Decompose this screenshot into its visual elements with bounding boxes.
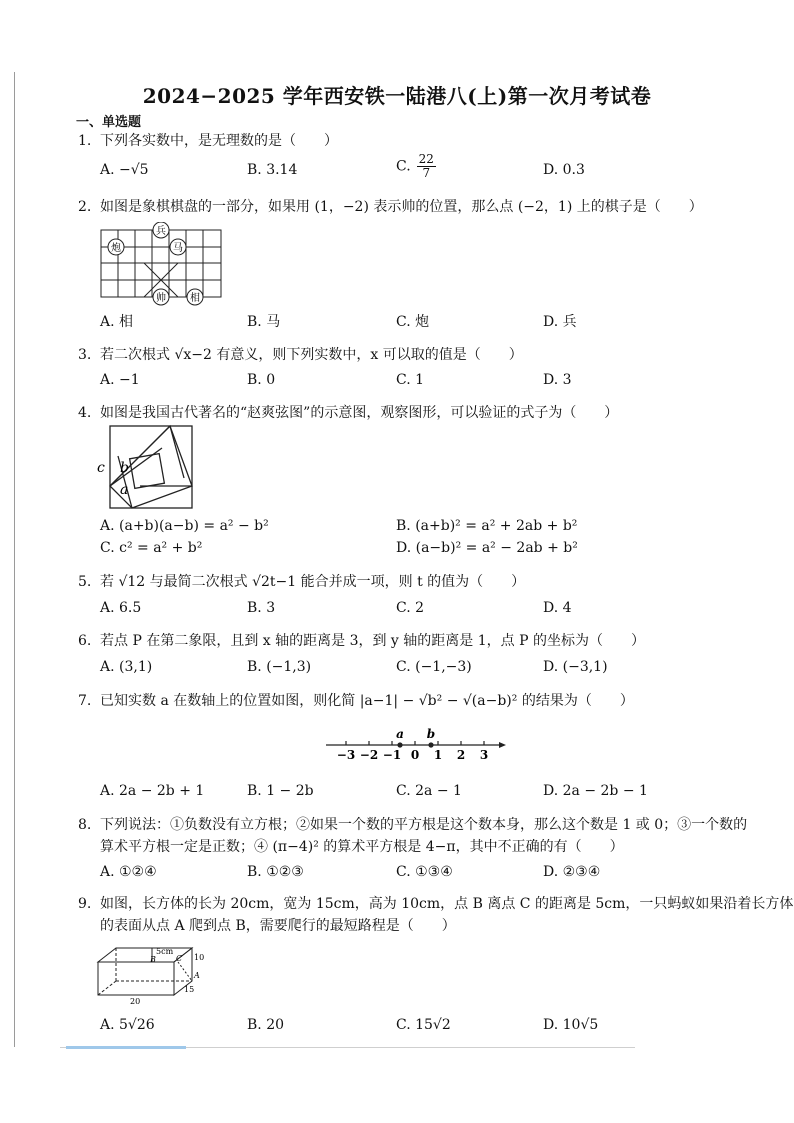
question-number: 1. (78, 133, 92, 149)
zhaoshuang-diagram (94, 424, 198, 510)
question-number: 2. (78, 199, 92, 215)
question-number: 3. (78, 347, 92, 363)
question-8-line2: 算术平方根一定是正数；④ (π−4)² 的算术平方根是 4−π，其中不正确的有（ ） (100, 839, 624, 855)
axis-tick-label: 2 (456, 748, 466, 762)
question-4 (78, 402, 618, 424)
question-number: 5. (78, 574, 92, 590)
question-text: 若 √12 与最简二次根式 √2t−1 能合并成一项，则 t 的值为（ ） (100, 574, 526, 590)
label-width: 15 (184, 985, 195, 994)
q2-option-c[interactable]: C. 炮 (396, 314, 430, 330)
q7-option-c[interactable]: C. 2a − 1 (396, 783, 462, 799)
q4-option-c[interactable]: C. c² = a² + b² (100, 540, 203, 556)
q5-option-d[interactable]: D. 4 (543, 600, 572, 616)
svg-text:炮: 炮 (111, 243, 121, 254)
question-text: 已知实数 a 在数轴上的位置如图，则化简 |a−1| − √b² − √(a−b)² 的结果为（ ） (100, 693, 634, 709)
question-number: 8. (78, 817, 92, 833)
question-number: 4. (78, 405, 92, 421)
question-5 (78, 571, 525, 593)
q2-option-b[interactable]: B. 马 (247, 314, 281, 330)
svg-text:兵: 兵 (156, 226, 166, 237)
piece-shuai (153, 289, 169, 305)
q6-option-b[interactable]: B. (−1,3) (247, 659, 312, 675)
q2-option-d[interactable]: D. 兵 (543, 314, 577, 330)
fraction-denominator: 7 (422, 166, 431, 180)
left-margin-rule (14, 72, 15, 1047)
svg-text:帅: 帅 (156, 293, 166, 304)
question-2 (78, 196, 703, 218)
q7-option-b[interactable]: B. 1 − 2b (247, 783, 314, 799)
q9-option-c[interactable]: C. 15√2 (396, 1017, 451, 1033)
q7-option-a[interactable]: A. 2a − 2b + 1 (100, 783, 205, 799)
point-a (397, 742, 402, 747)
label-A: A (194, 971, 200, 980)
q5-option-c[interactable]: C. 2 (396, 600, 425, 616)
label-5cm: 5cm (156, 947, 174, 956)
q1-option-a[interactable]: A. −√5 (100, 162, 149, 178)
q3-option-c[interactable]: C. 1 (396, 372, 425, 388)
axis-tick-label: −3 (336, 748, 356, 762)
question-9 (78, 893, 793, 915)
q1-option-c[interactable] (396, 153, 436, 180)
number-line-figure (320, 726, 510, 766)
q9-option-b[interactable]: B. 20 (247, 1017, 285, 1033)
question-1 (78, 130, 338, 152)
q4-option-b[interactable]: B. (a+b)² = a² + 2ab + b² (396, 518, 578, 534)
question-text-line1: 下列说法：①负数没有立方根；②如果一个数的平方根是这个数本身，那么这个数是 1 或 0；③一个数的 (100, 817, 748, 833)
question-7 (78, 690, 634, 712)
axis-tick-label: 0 (410, 748, 420, 762)
svg-text:马: 马 (173, 243, 183, 254)
question-text: 如图是我国古代著名的“赵爽弦图”的示意图，观察图形，可以验证的式子为（ ） (100, 405, 619, 421)
question-number: 7. (78, 693, 92, 709)
label-b: b (426, 727, 436, 741)
fraction-numerator: 22 (418, 152, 434, 166)
label-length: 20 (130, 997, 141, 1006)
question-9-line2: 的表面从点 A 爬到点 B，需要爬行的最短路程是（ ） (100, 918, 456, 934)
question-number: 9. (78, 896, 92, 912)
q8-option-d[interactable]: D. ②③④ (543, 864, 601, 880)
section-heading: 一、单选题 (76, 115, 142, 130)
question-text: 若二次根式 √x−2 有意义，则下列实数中，x 可以取的值是（ ） (100, 347, 523, 363)
q9-option-d[interactable]: D. 10√5 (543, 1017, 599, 1033)
label-b: b (120, 460, 129, 476)
piece-pao (108, 239, 124, 255)
chess-board-figure (96, 222, 236, 306)
question-text: 下列各实数中，是无理数的是（ ） (100, 133, 338, 149)
q1-option-b[interactable]: B. 3.14 (247, 162, 298, 178)
q2-option-a[interactable]: A. 相 (100, 314, 134, 330)
bottom-highlight-mark (66, 1046, 186, 1049)
piece-bing (153, 222, 169, 238)
label-height: 10 (194, 953, 205, 962)
q1-option-d[interactable]: D. 0.3 (543, 162, 585, 178)
q6-option-c[interactable]: C. (−1,−3) (396, 659, 472, 675)
page-title: 2024−2025 学年西安铁一陆港八(上)第一次月考试卷 (142, 84, 652, 108)
piece-ma (170, 239, 186, 255)
axis-tick-label: −2 (359, 748, 379, 762)
q8-option-c[interactable]: C. ①③④ (396, 864, 453, 880)
axis-tick-label: 1 (433, 748, 443, 762)
question-3 (78, 344, 523, 366)
label-c: c (97, 460, 105, 476)
label-B: B (150, 955, 156, 964)
cuboid-figure (92, 940, 212, 1006)
q3-option-b[interactable]: B. 0 (247, 372, 276, 388)
axis-tick-label: 3 (479, 748, 489, 762)
point-b (428, 742, 433, 747)
q9-option-a[interactable]: A. 5√26 (100, 1017, 155, 1033)
q6-option-d[interactable]: D. (−3,1) (543, 659, 608, 675)
label-a: a (120, 482, 129, 498)
q6-option-a[interactable]: A. (3,1) (100, 659, 153, 675)
q4-option-a[interactable]: A. (a+b)(a−b) = a² − b² (100, 518, 269, 534)
label-C: C (176, 954, 183, 963)
q7-option-d[interactable]: D. 2a − 2b − 1 (543, 783, 648, 799)
option-label: C. (396, 158, 411, 175)
question-text: 如图是象棋棋盘的一部分，如果用 (1，−2) 表示帅的位置，那么点 (−2，1) 上的棋子是（ ） (100, 199, 703, 215)
svg-text:相: 相 (190, 293, 200, 304)
q8-option-b[interactable]: B. ①②③ (247, 864, 304, 880)
axis-tick-label: −1 (382, 748, 402, 762)
q5-option-a[interactable]: A. 6.5 (100, 600, 142, 616)
question-number: 6. (78, 633, 92, 649)
question-text: 若点 P 在第二象限，且到 x 轴的距离是 3，到 y 轴的距离是 1，点 P 的坐标为（ ） (100, 633, 645, 649)
q3-option-d[interactable]: D. 3 (543, 372, 572, 388)
q8-option-a[interactable]: A. ①②④ (100, 864, 157, 880)
q3-option-a[interactable]: A. −1 (100, 372, 140, 388)
question-6 (78, 630, 645, 652)
fraction (417, 153, 436, 180)
q4-option-d[interactable]: D. (a−b)² = a² − 2ab + b² (396, 540, 578, 556)
label-a: a (396, 727, 404, 741)
question-text-line1: 如图，长方体的长为 20cm，宽为 15cm，高为 10cm，点 B 离点 C 的距离是 5cm，一只蚂蚁如果沿着长方体 (100, 896, 794, 912)
piece-xiang (187, 289, 203, 305)
q5-option-b[interactable]: B. 3 (247, 600, 276, 616)
question-8 (78, 814, 747, 836)
